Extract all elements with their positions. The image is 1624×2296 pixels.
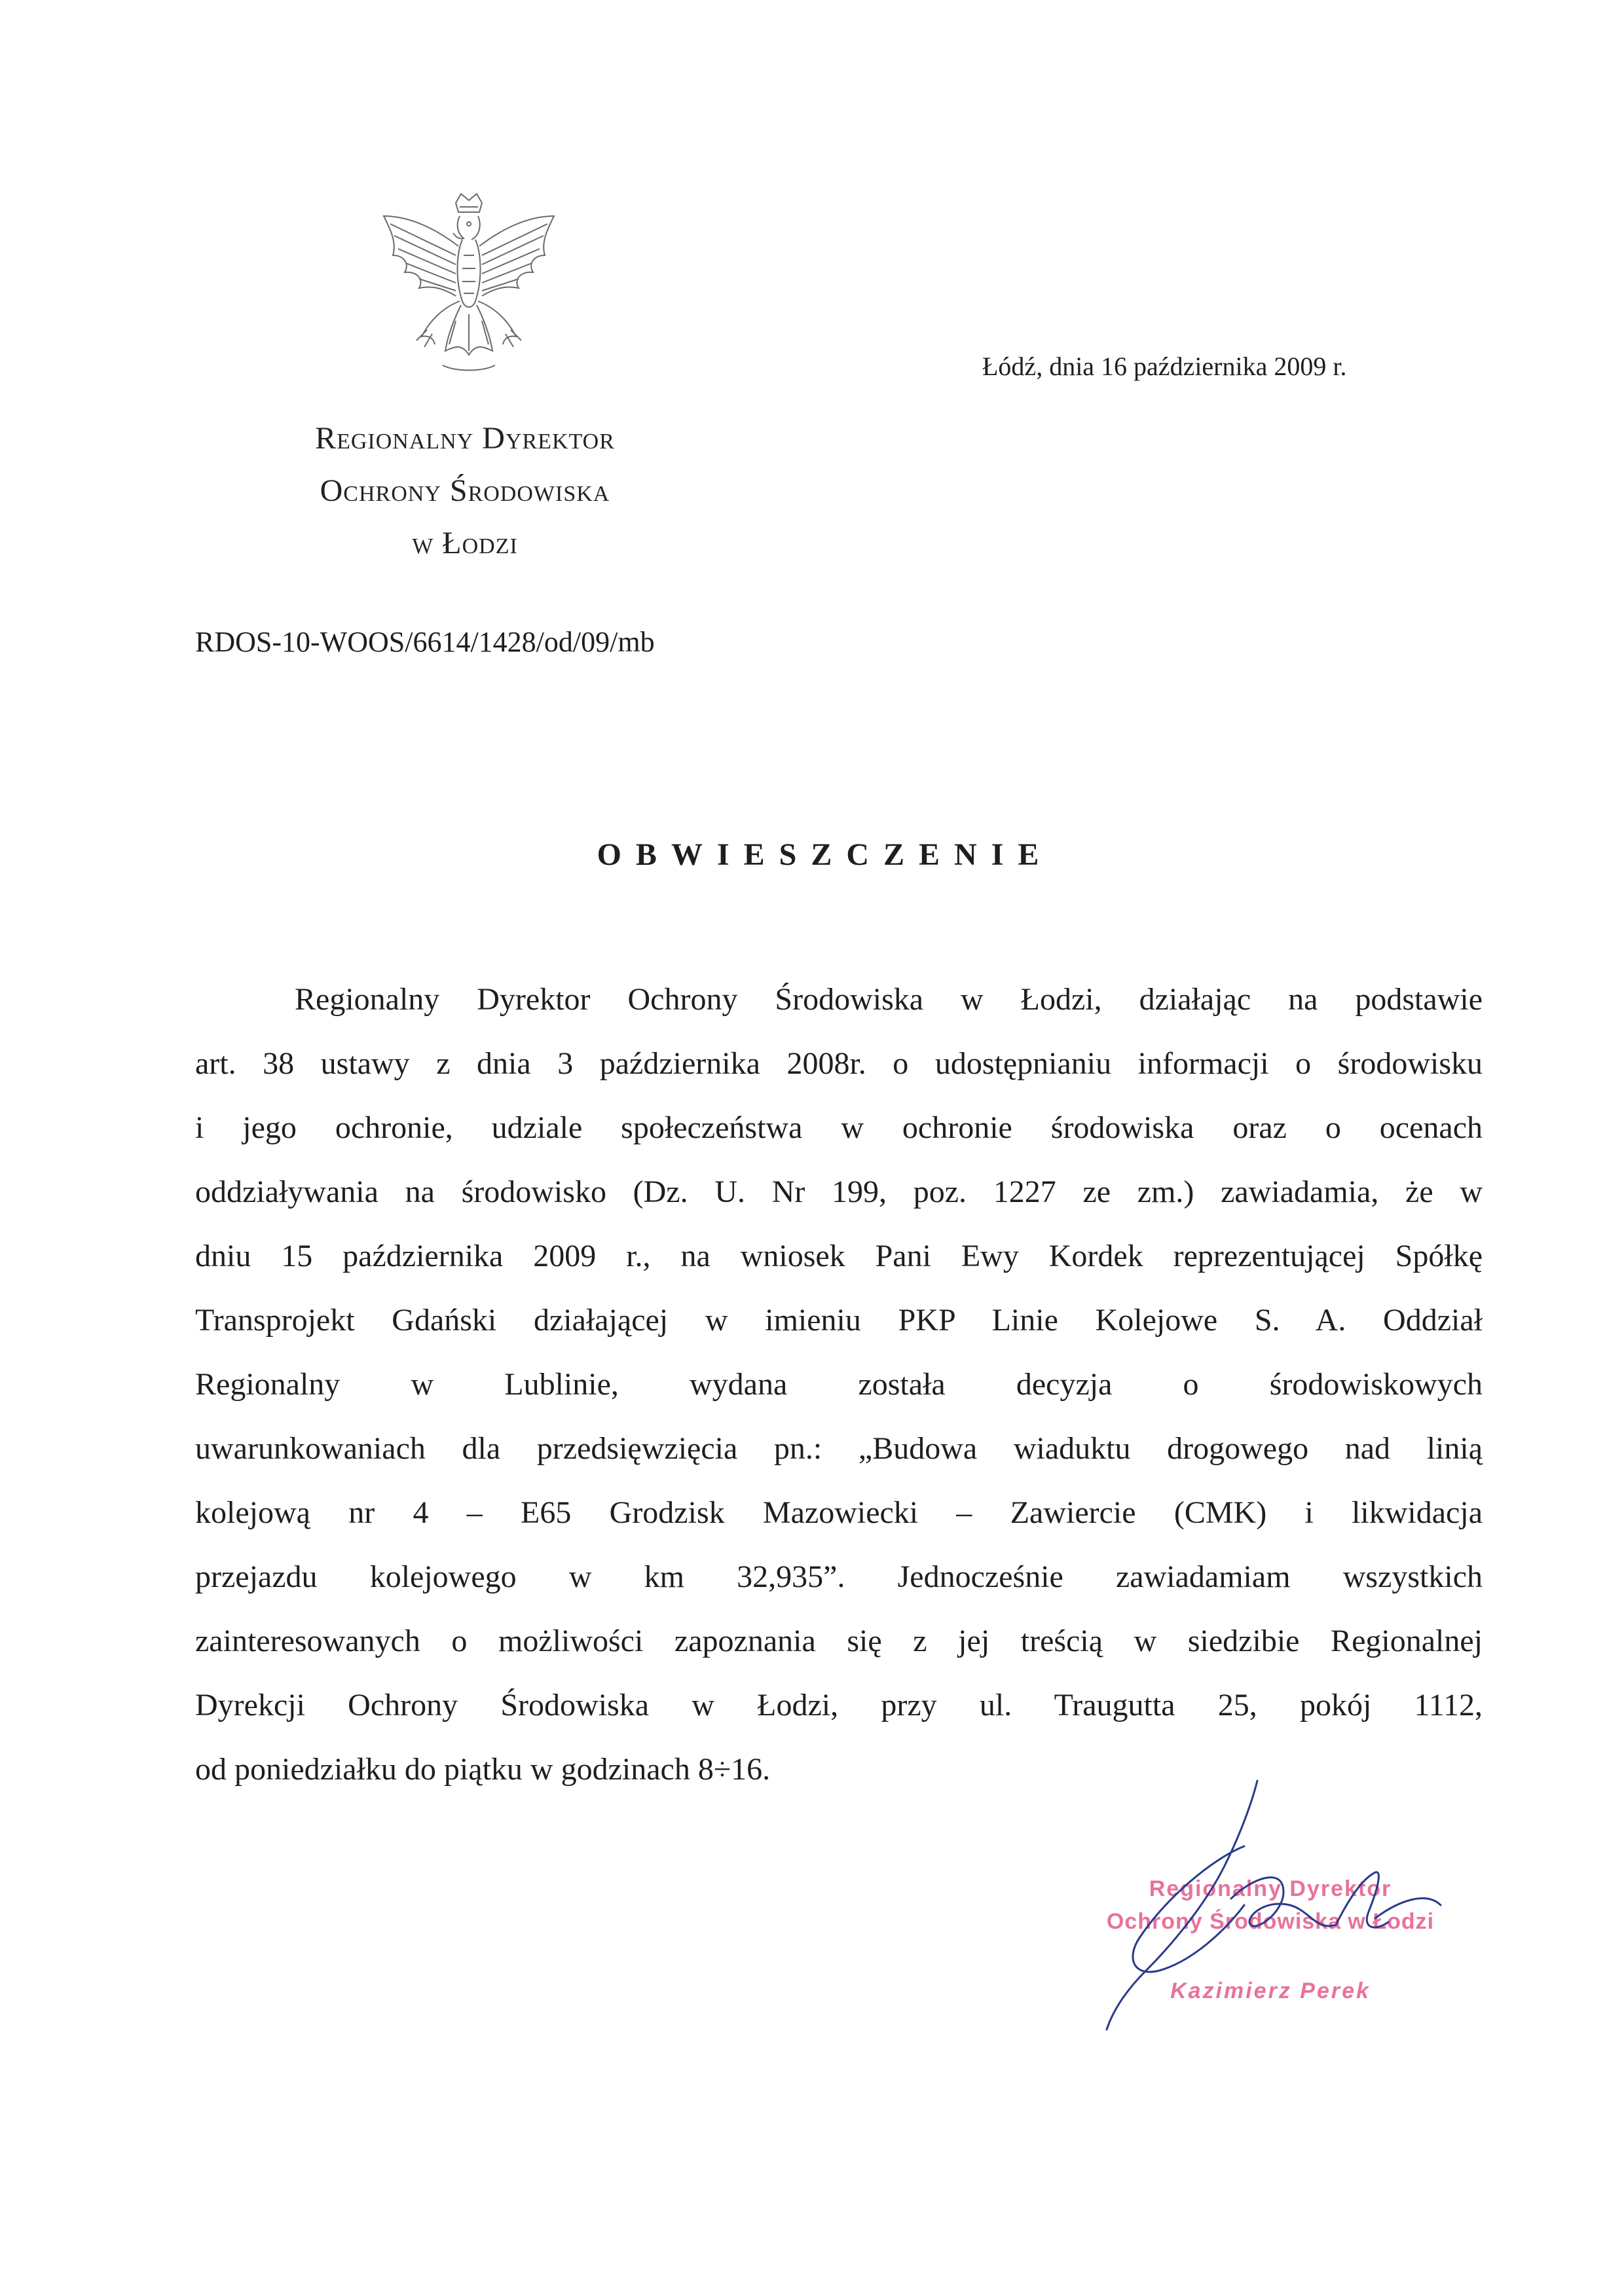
document-date: Łódź, dnia 16 października 2009 r.	[982, 352, 1347, 381]
body-line: od poniedziałku do piątku w godzinach 8÷16.	[195, 1752, 771, 1787]
body-line: przejazdu kolejowego w km 32,935”. Jednocześnie zawiadamiam wszystkich	[195, 1559, 1483, 1594]
body-line: Regionalny w Lublinie, wydana została decyzja o środowiskowych	[195, 1367, 1483, 1402]
body-line: art. 38 ustawy z dnia 3 października 2008r. o udostępnianiu informacji o środowisku	[195, 1046, 1483, 1081]
stamp-office: Ochrony Środowiska w Łodzi	[1106, 1909, 1435, 1934]
body-line: dniu 15 października 2009 r., na wniosek Pani Ewy Kordek reprezentującej Spółkę	[195, 1239, 1483, 1273]
body-line: zainteresowanych o możliwości zapoznania się z jej treścią w siedzibie Regionalnej	[195, 1624, 1483, 1658]
body-line: i jego ochronie, udziale społeczeństwa w ochronie środowiska oraz o ocenach	[195, 1110, 1483, 1145]
body-line: Transprojekt Gdański działającej w imieniu PKP Linie Kolejowe S. A. Oddział	[195, 1303, 1483, 1338]
polish-eagle-emblem-icon	[364, 190, 574, 386]
authority-line-3: w Łodzi	[412, 526, 518, 560]
document-title: OBWIESZCZENIE	[597, 837, 1054, 872]
issuing-authority	[196, 412, 733, 570]
body-line: Regionalny Dyrektor Ochrony Środowiska w Łodzi, działając na podstawie	[295, 982, 1483, 1017]
authority-line-2: Ochrony Środowiska	[320, 473, 610, 508]
stamp-name: Kazimierz Perek	[1170, 1978, 1371, 2003]
stamp-title: Regionalny Dyrektor	[1149, 1876, 1392, 1901]
body-line: kolejową nr 4 – E65 Grodzisk Mazowiecki – Zawiercie (CMK) i likwidacja	[195, 1495, 1483, 1530]
body-line: Dyrekcji Ochrony Środowiska w Łodzi, przy ul. Traugutta 25, pokój 1112,	[195, 1688, 1483, 1722]
authority-line-1: Regionalny Dyrektor	[315, 421, 615, 456]
reference-number: RDOS-10-WOOS/6614/1428/od/09/mb	[195, 626, 655, 658]
body-line: oddziaływania na środowisko (Dz. U. Nr 199, poz. 1227 ze zm.) zawiadamia, że w	[195, 1175, 1483, 1209]
body-line: uwarunkowaniach dla przedsięwzięcia pn.: „Budowa wiaduktu drogowego nad linią	[195, 1431, 1483, 1466]
announcement-body	[195, 968, 1483, 1802]
handwritten-signature	[1035, 1768, 1454, 2043]
